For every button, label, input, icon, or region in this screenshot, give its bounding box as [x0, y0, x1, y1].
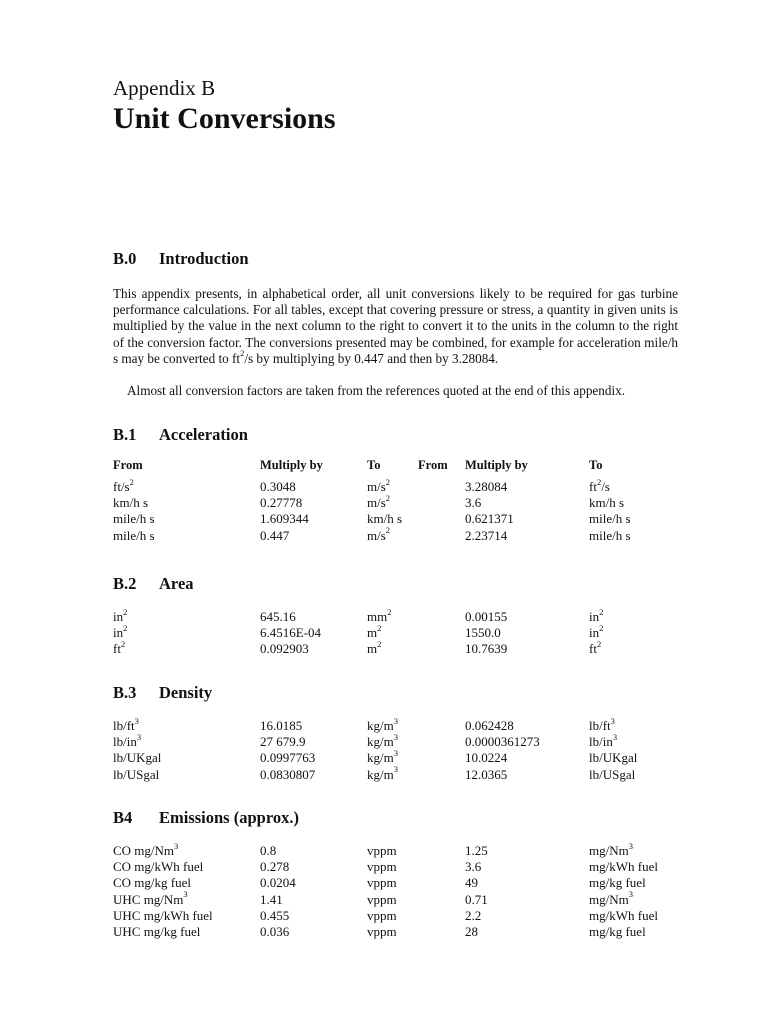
table-cell: 0.062428: [465, 718, 514, 733]
table-cell: 0.3048: [260, 479, 296, 494]
appendix-label: Appendix B: [113, 76, 216, 100]
table-cell: km/h s: [589, 495, 625, 511]
table-cell: $ft^2$: [113, 639, 126, 657]
table-cell: 1550.0: [465, 625, 501, 641]
table-cell: CO mg/kWh fuel: [113, 859, 204, 875]
table-cell: mile/h s: [113, 511, 155, 527]
table-cell: $kg/m^3$: [367, 715, 398, 733]
table-row: [113, 840, 683, 859]
table-cell: 0.8: [260, 843, 277, 858]
column-header: From: [113, 458, 143, 472]
section-title: Density: [159, 683, 213, 702]
table-cell: lb/USgal: [589, 766, 636, 782]
table-cell: 0.00155: [465, 609, 508, 624]
table-cell: 1.25: [465, 843, 488, 858]
table-cell: 0.092903: [260, 641, 309, 657]
table-cell: 1.41: [260, 891, 283, 907]
table-row: [113, 492, 683, 511]
table-cell: $lb/in^3$: [589, 731, 618, 750]
table-cell: mile/h s: [113, 527, 155, 543]
table-cell: mile/h s: [589, 511, 631, 527]
table-cell: 27 679.9: [260, 734, 306, 750]
table-row: [113, 715, 683, 734]
section-number: B.1: [113, 425, 137, 444]
table-cell: mg/Nm$^3$: [589, 840, 633, 858]
table-cell: $ft/s^2$: [113, 476, 134, 494]
table-cell: 645.16: [260, 609, 296, 624]
table-cell: UHC mg/kWh fuel: [113, 907, 213, 923]
table-cell: mg/Nm$^3$: [589, 889, 633, 907]
column-header: To: [367, 458, 381, 472]
section-title: Emissions (approx.): [159, 808, 299, 827]
section-number: B.3: [113, 683, 137, 702]
table-header-row: [113, 457, 683, 473]
table-cell: lb/UKgal: [589, 750, 638, 766]
table-row: [113, 750, 683, 766]
table-cell: mile/h s: [589, 527, 631, 543]
section-heading: [113, 425, 248, 445]
table-row: [113, 731, 683, 750]
table-cell: $in^2$: [113, 622, 128, 641]
table-row: [113, 511, 683, 527]
table-cell: 0.0000361273: [465, 734, 540, 750]
table-cell: $in^2$: [589, 606, 604, 624]
section-number: B.2: [113, 574, 137, 593]
table-cell: 10.0224: [465, 750, 508, 766]
table-cell: lb/USgal: [113, 766, 160, 782]
column-header: To: [589, 458, 603, 472]
table-cell: $m^2$: [367, 639, 382, 657]
table-cell: 49: [465, 875, 478, 891]
table-cell: UHC mg/Nm$^3$: [113, 889, 188, 907]
table-cell: mg/kWh fuel: [589, 859, 658, 875]
section-title: Introduction: [159, 249, 249, 268]
table-cell: $in^2$: [113, 606, 128, 624]
table-cell: 10.7639: [465, 641, 508, 657]
table-cell: vppm: [367, 859, 397, 875]
table-cell: 3.6: [465, 495, 482, 511]
table-row: [113, 641, 683, 657]
table-cell: km/h s: [113, 495, 149, 511]
table-cell: $m/s^2$: [367, 525, 391, 543]
table-row: [113, 924, 683, 940]
table-cell: 0.71: [465, 891, 488, 907]
table-cell: 0.621371: [465, 511, 514, 527]
table-row: [113, 606, 683, 625]
column-header: From: [418, 458, 448, 472]
table-cell: $m^2$: [367, 622, 382, 641]
table-cell: $m/s^2$: [367, 476, 391, 494]
table-cell: $in^2$: [589, 622, 604, 641]
table-cell: $kg/m^3$: [367, 764, 398, 782]
table-cell: 6.4516E-04: [260, 625, 322, 641]
table-cell: vppm: [367, 843, 397, 858]
table-cell: 0.27778: [260, 495, 303, 511]
table-cell: 0.455: [260, 907, 290, 923]
table-cell: 16.0185: [260, 718, 303, 733]
table-cell: 3.6: [465, 859, 482, 875]
table-cell: mg/kg fuel: [589, 924, 646, 939]
chapter-title: Unit Conversions: [113, 102, 336, 135]
section-title: Acceleration: [159, 425, 248, 444]
table-cell: CO mg/Nm$^3$: [113, 840, 179, 858]
table-row: [113, 764, 683, 783]
table-row: [113, 889, 683, 908]
table-cell: 0.0830807: [260, 766, 316, 782]
section-heading: [113, 683, 212, 703]
table-cell: $ft^2$: [589, 639, 602, 657]
table-cell: 0.278: [260, 859, 290, 875]
table-cell: 3.28084: [465, 479, 508, 494]
table-cell: vppm: [367, 907, 397, 923]
table-cell: lb/UKgal: [113, 750, 162, 766]
table-cell: $m/s^2$: [367, 492, 391, 511]
intro-paragraph: This appendix presents, in alphabetical order, all unit conversions likely to be required for gas turbine performance calculations. For all tables, except that covering pressure or stress, a quantity in given units is multiplied by the value in the next column to the right to convert it to the units in the column to the right of the conversion factor. The conversions presented may be combined, for example for acceleration mile/h s may be converted to $ft^2/s$ by multiplying by 0.447 and then by 3.28084.: [113, 286, 678, 366]
table-cell: 2.2: [465, 907, 482, 923]
table-cell: UHC mg/kg fuel: [113, 924, 201, 939]
table-cell: 1.609344: [260, 511, 309, 527]
table-cell: 0.0997763: [260, 750, 316, 766]
section-title: Area: [159, 574, 194, 593]
table-cell: 0.447: [260, 527, 290, 543]
table-cell: $kg/m^3$: [367, 731, 398, 750]
table-cell: mg/kg fuel: [589, 875, 646, 891]
section-heading: [113, 808, 299, 828]
table-cell: 12.0365: [465, 766, 508, 782]
table-cell: $lb/in^3$: [113, 731, 142, 750]
table-cell: 0.0204: [260, 875, 296, 891]
table-row: [113, 875, 683, 891]
section-heading: [113, 574, 194, 594]
table-cell: $mm^2$: [367, 606, 392, 624]
table-cell: $ft^2/s$: [589, 476, 610, 494]
table-cell: vppm: [367, 891, 397, 907]
table-row: [113, 476, 683, 495]
column-header: Multiply by: [260, 458, 323, 472]
table-cell: $lb/ft^3$: [113, 715, 139, 733]
table-cell: 2.23714: [465, 527, 508, 543]
table-cell: 28: [465, 924, 478, 939]
table-cell: km/h s: [367, 511, 403, 527]
table-cell: vppm: [367, 924, 397, 939]
table-cell: CO mg/kg fuel: [113, 875, 191, 891]
table-row: [113, 859, 683, 875]
table-cell: $kg/m^3$: [367, 748, 398, 766]
table-cell: 0.036: [260, 924, 290, 939]
table-row: [113, 525, 683, 544]
table-cell: $lb/ft^3$: [589, 715, 615, 733]
intro-paragraph-2: Almost all conversion factors are taken from the references quoted at the end of this appendix.: [127, 383, 626, 398]
table-cell: mg/kWh fuel: [589, 907, 658, 923]
section-heading-introduction: [113, 249, 249, 269]
section-number: B.0: [113, 249, 137, 268]
table-cell: vppm: [367, 875, 397, 891]
section-number: B4: [113, 808, 133, 827]
column-header: Multiply by: [465, 458, 528, 472]
table-row: [113, 908, 683, 924]
